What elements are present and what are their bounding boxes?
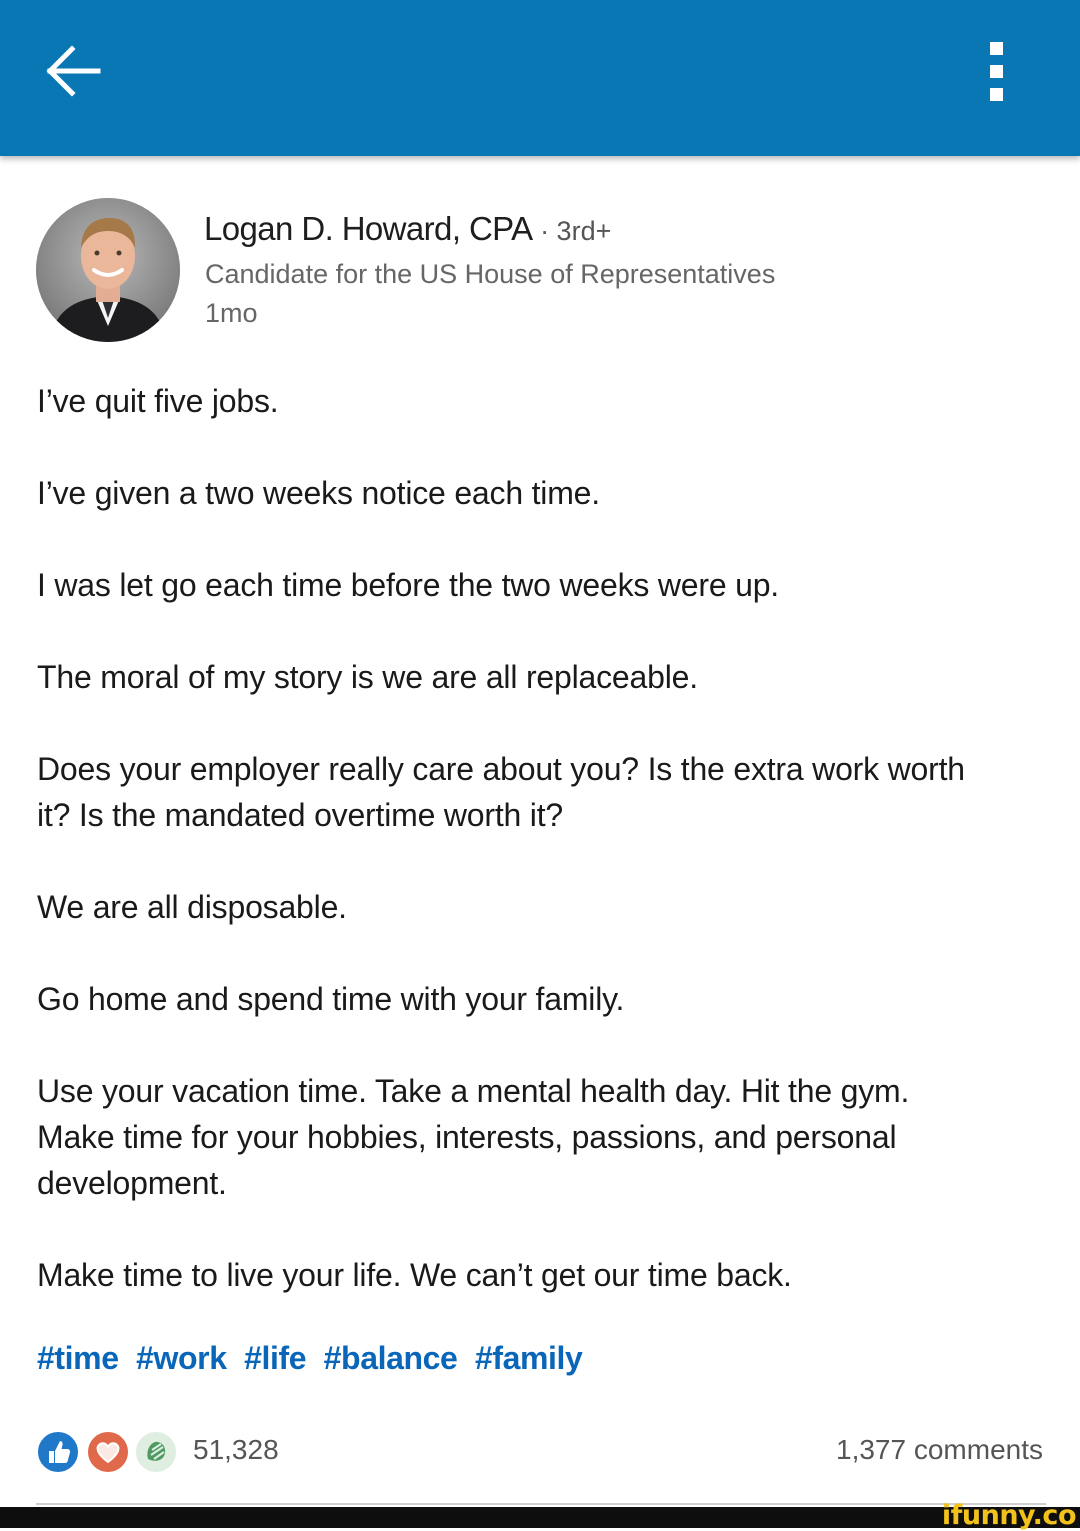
celebrate-icon[interactable] bbox=[134, 1430, 178, 1474]
post-paragraph: I’ve quit five jobs. bbox=[37, 383, 279, 419]
hashtag-balance[interactable]: #balance bbox=[323, 1340, 458, 1376]
arrow-left-icon bbox=[40, 38, 106, 104]
reaction-count[interactable]: 51,328 bbox=[193, 1434, 279, 1465]
back-button[interactable] bbox=[40, 38, 106, 104]
hashtag-life[interactable]: #life bbox=[244, 1340, 307, 1376]
hashtag-time[interactable]: #time bbox=[37, 1340, 119, 1376]
comments-count[interactable]: 1,377 comments bbox=[836, 1434, 1043, 1465]
ifunny-watermark: ifunny.co bbox=[941, 1500, 1076, 1531]
profile-photo bbox=[36, 198, 180, 342]
app-top-bar bbox=[0, 0, 1080, 156]
author-avatar[interactable] bbox=[36, 198, 180, 342]
post-paragraph: Make time to live your life. We can’t get our time back. bbox=[37, 1257, 792, 1293]
like-icon[interactable] bbox=[36, 1430, 80, 1474]
post-paragraph: We are all disposable. bbox=[37, 889, 347, 925]
hashtag-work[interactable]: #work bbox=[136, 1340, 227, 1376]
author-headline: Candidate for the US House of Representatives bbox=[205, 259, 776, 289]
post-paragraph: Go home and spend time with your family. bbox=[37, 981, 625, 1017]
post-paragraph: I’ve given a two weeks notice each time. bbox=[37, 475, 600, 511]
post-timestamp: 1mo bbox=[205, 298, 258, 328]
footer-strip bbox=[0, 1507, 1080, 1528]
post-header bbox=[0, 195, 1080, 345]
author-name: Logan D. Howard, CPA bbox=[204, 210, 533, 247]
hashtag-family[interactable]: #family bbox=[474, 1340, 583, 1376]
post-paragraph: Use your vacation time. Take a mental health day. Hit the gym. Make time for your hobbies, interests, passions, and personal development. bbox=[37, 1073, 910, 1201]
love-icon[interactable] bbox=[86, 1430, 130, 1474]
post-paragraph: The moral of my story is we are all replaceable. bbox=[37, 659, 698, 695]
divider bbox=[36, 1503, 1046, 1505]
post-paragraph: Does your employer really care about you? Is the extra work worth it? Is the mandated overtime worth it? bbox=[37, 751, 965, 833]
more-vertical-icon bbox=[990, 42, 1003, 55]
author-name-link[interactable] bbox=[204, 210, 611, 248]
connection-degree: · 3rd+ bbox=[532, 216, 612, 246]
hashtag-list bbox=[37, 1340, 591, 1377]
post-body bbox=[37, 378, 1047, 1344]
post-paragraph: I was let go each time before the two weeks were up. bbox=[37, 567, 779, 603]
social-counts-bar bbox=[36, 1428, 1046, 1476]
more-options-button[interactable] bbox=[968, 34, 1024, 110]
